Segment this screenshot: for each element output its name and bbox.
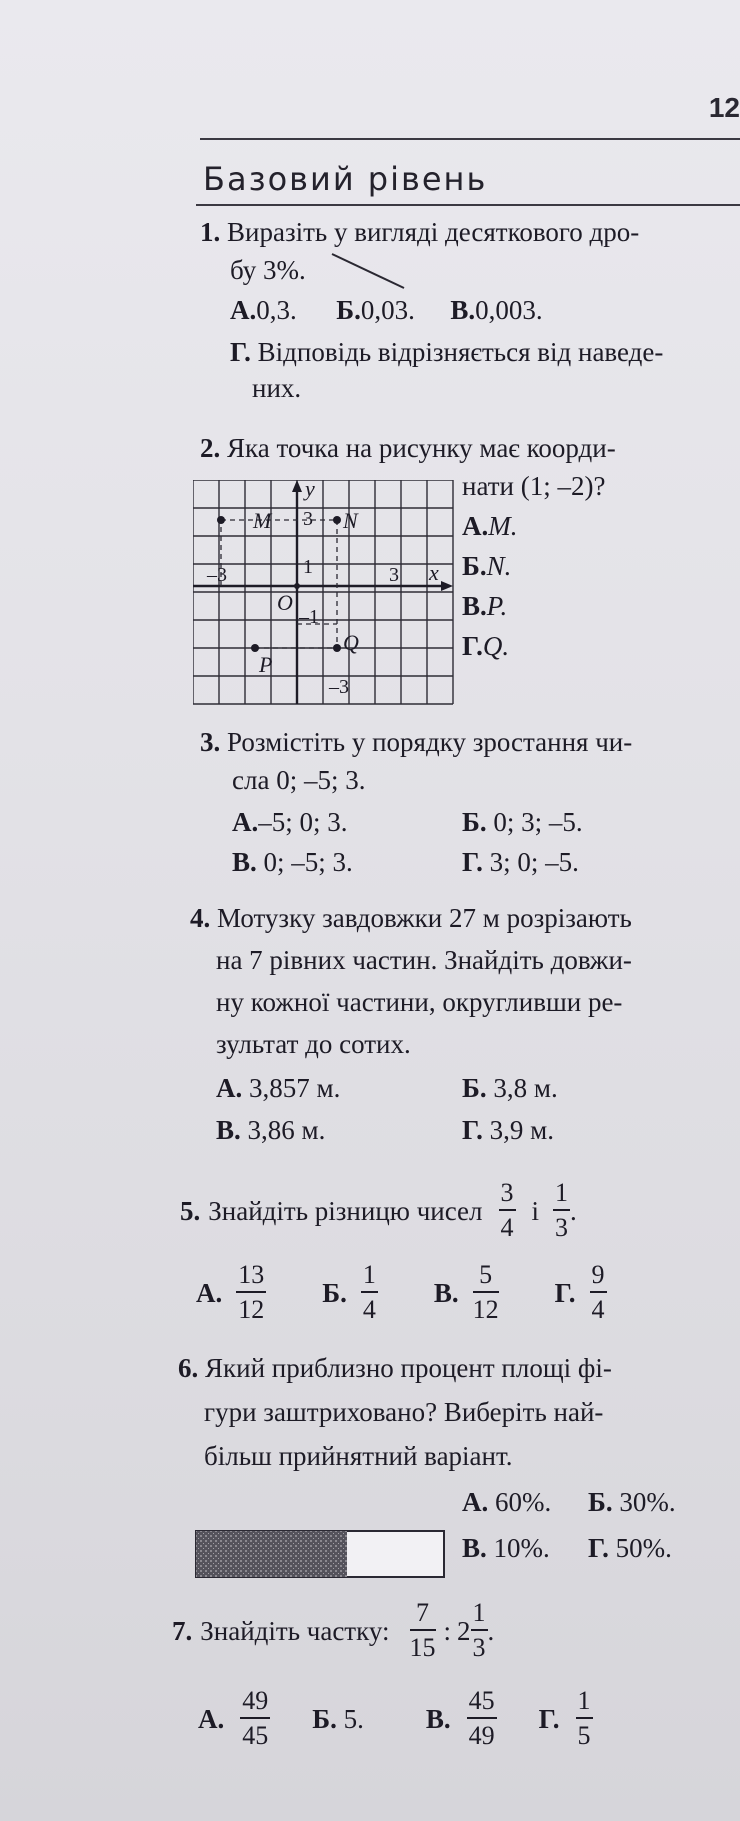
- q3-number: 3.: [200, 727, 221, 757]
- axis-label-x: x: [429, 560, 439, 585]
- q6-line1: [178, 1350, 612, 1386]
- q7-option-d[interactable]: Г. $\frac{1}{5}$: [538, 1686, 591, 1750]
- q5-conj: і: [531, 1195, 540, 1226]
- q1-text-line2: бу 3%.: [230, 255, 306, 285]
- pen-mark: [330, 252, 410, 297]
- q5-fraction-2: $\frac{1}{3}$: [555, 1178, 569, 1242]
- q2-line1: [200, 430, 616, 466]
- q2-option-c[interactable]: В.Р.: [462, 591, 508, 621]
- q5-number: 5.: [180, 1195, 201, 1226]
- q4-text-line2: на 7 рівних частин. Знайдіть довжи-: [216, 945, 632, 975]
- q2-text-line1: Яка точка на рисунку має коорди-: [227, 433, 616, 463]
- q2-option-d[interactable]: Г.Q.: [462, 631, 510, 661]
- axis-label-y: y: [305, 476, 315, 501]
- q6-option-a[interactable]: А. 60%.: [462, 1487, 552, 1517]
- q3-option-b[interactable]: Б. 0; 3; –5.: [462, 807, 583, 837]
- q1-options-row: [230, 292, 543, 328]
- q5-option-b[interactable]: Б. $\frac{1}{4}$: [322, 1260, 376, 1324]
- tick-label-neg3-y: –3: [329, 676, 349, 698]
- q5-option-c[interactable]: В. $\frac{5}{12}$: [433, 1260, 499, 1324]
- q4-option-d[interactable]: Г. 3,9 м.: [462, 1115, 554, 1145]
- q3-option-c[interactable]: В. 0; –5; 3.: [232, 847, 353, 877]
- q3-option-a[interactable]: А.–5; 0; 3.: [232, 807, 348, 837]
- tick-label-neg1-y: –1: [299, 606, 319, 628]
- q1-line1: [200, 214, 639, 250]
- q6-option-b[interactable]: Б. 30%.: [588, 1487, 676, 1517]
- section-title: Базовий рівень: [203, 160, 488, 198]
- page-number: 12: [708, 92, 740, 123]
- q6-option-d[interactable]: Г. 50%.: [588, 1533, 672, 1563]
- header-rule: [200, 138, 740, 140]
- q5-fraction-1: $\frac{3}{4}$: [500, 1178, 514, 1242]
- q4-text-line1: Мотузку завдовжки 27 м розрізають: [217, 903, 632, 933]
- q4-line1: [190, 900, 632, 936]
- q5-options-row: [196, 1262, 607, 1323]
- q6-text-line2: гури заштриховано? Виберіть най-: [204, 1397, 604, 1427]
- origin-label: O: [277, 590, 293, 615]
- q4-text-line4: зультат до сотих.: [216, 1029, 411, 1059]
- q7-mixed-whole: 2: [457, 1615, 471, 1646]
- q5-line: 5. Знайдіть різницю чисел $\frac{3}{4}$ і $\frac{1}{3}$ .: [180, 1178, 577, 1242]
- q1-option-a[interactable]: А.0,3.: [230, 295, 297, 325]
- q1-text-line1: Виразіть у вигляді десяткового дро-: [227, 217, 640, 247]
- q1-option-b[interactable]: Б.0,03.: [336, 295, 415, 325]
- tick-label-3-x: 3: [389, 564, 399, 586]
- shaded-figure: [195, 1530, 445, 1583]
- tick-label-1-y: 1: [303, 556, 313, 578]
- section-rule: [196, 204, 740, 206]
- q7-option-c[interactable]: В. $\frac{45}{49}$: [425, 1686, 495, 1750]
- point-m-label: M: [253, 508, 272, 533]
- q6-option-c[interactable]: В. 10%.: [462, 1533, 550, 1563]
- q4-option-b[interactable]: Б. 3,8 м.: [462, 1073, 558, 1103]
- q5-option-a[interactable]: А. $\frac{13}{12}$: [196, 1260, 265, 1324]
- tick-label-3-y: 3: [303, 508, 313, 530]
- point-q-label: Q: [343, 630, 359, 655]
- q5-text: Знайдіть різницю чисел: [208, 1195, 483, 1226]
- q4-option-a[interactable]: А. 3,857 м.: [216, 1073, 341, 1103]
- q6-number: 6.: [178, 1353, 199, 1383]
- q7-number: 7.: [172, 1615, 193, 1646]
- point-p-label: P: [259, 652, 273, 677]
- q7-mixed-fraction: $\frac{1}{3}$: [472, 1598, 486, 1662]
- q4-text-line3: ну кожної частини, округливши ре-: [216, 987, 623, 1017]
- q2-option-a[interactable]: А.М.: [462, 511, 518, 541]
- q7-options-row: [198, 1688, 593, 1749]
- q3-line1: [200, 724, 632, 760]
- q6-text-line1: Який приблизно процент площі фі-: [205, 1353, 612, 1383]
- q1-option-c[interactable]: В.0,003.: [450, 295, 543, 325]
- q3-option-d[interactable]: Г. 3; 0; –5.: [462, 847, 579, 877]
- q3-text-line2: сла 0; –5; 3.: [232, 765, 366, 795]
- q7-option-a[interactable]: А. $\frac{49}{45}$: [198, 1686, 269, 1750]
- point-n-label: N: [343, 508, 358, 533]
- q5-option-d[interactable]: Г. $\frac{9}{4}$: [554, 1260, 605, 1324]
- q2-option-b[interactable]: Б.N.: [462, 551, 512, 581]
- q7-option-b[interactable]: Б. 5.: [312, 1703, 364, 1734]
- q6-text-line3: більш прийнятний варіант.: [204, 1441, 513, 1471]
- q7-line: 7. Знайдіть частку: $\frac{7}{15}$ : 2 $\frac{1}{3}$ .: [172, 1598, 495, 1662]
- q1-number: 1.: [200, 217, 221, 247]
- q1-option-g-line2: них.: [252, 373, 302, 403]
- q7-fraction: $\frac{7}{15}$: [409, 1598, 436, 1662]
- tick-label-neg3-x: –3: [207, 564, 227, 586]
- q2-number: 2.: [200, 433, 221, 463]
- coordinate-grid: [193, 476, 455, 713]
- q2-text-line2: нати (1; –2)?: [462, 471, 606, 501]
- q4-number: 4.: [190, 903, 211, 933]
- q7-text: Знайдіть частку:: [200, 1615, 390, 1646]
- q3-text-line1: Розмістіть у порядку зростання чи-: [227, 727, 633, 757]
- q1-option-g[interactable]: Г. Відповідь відрізняється від наведе-: [230, 337, 664, 367]
- q4-option-c[interactable]: В. 3,86 м.: [216, 1115, 326, 1145]
